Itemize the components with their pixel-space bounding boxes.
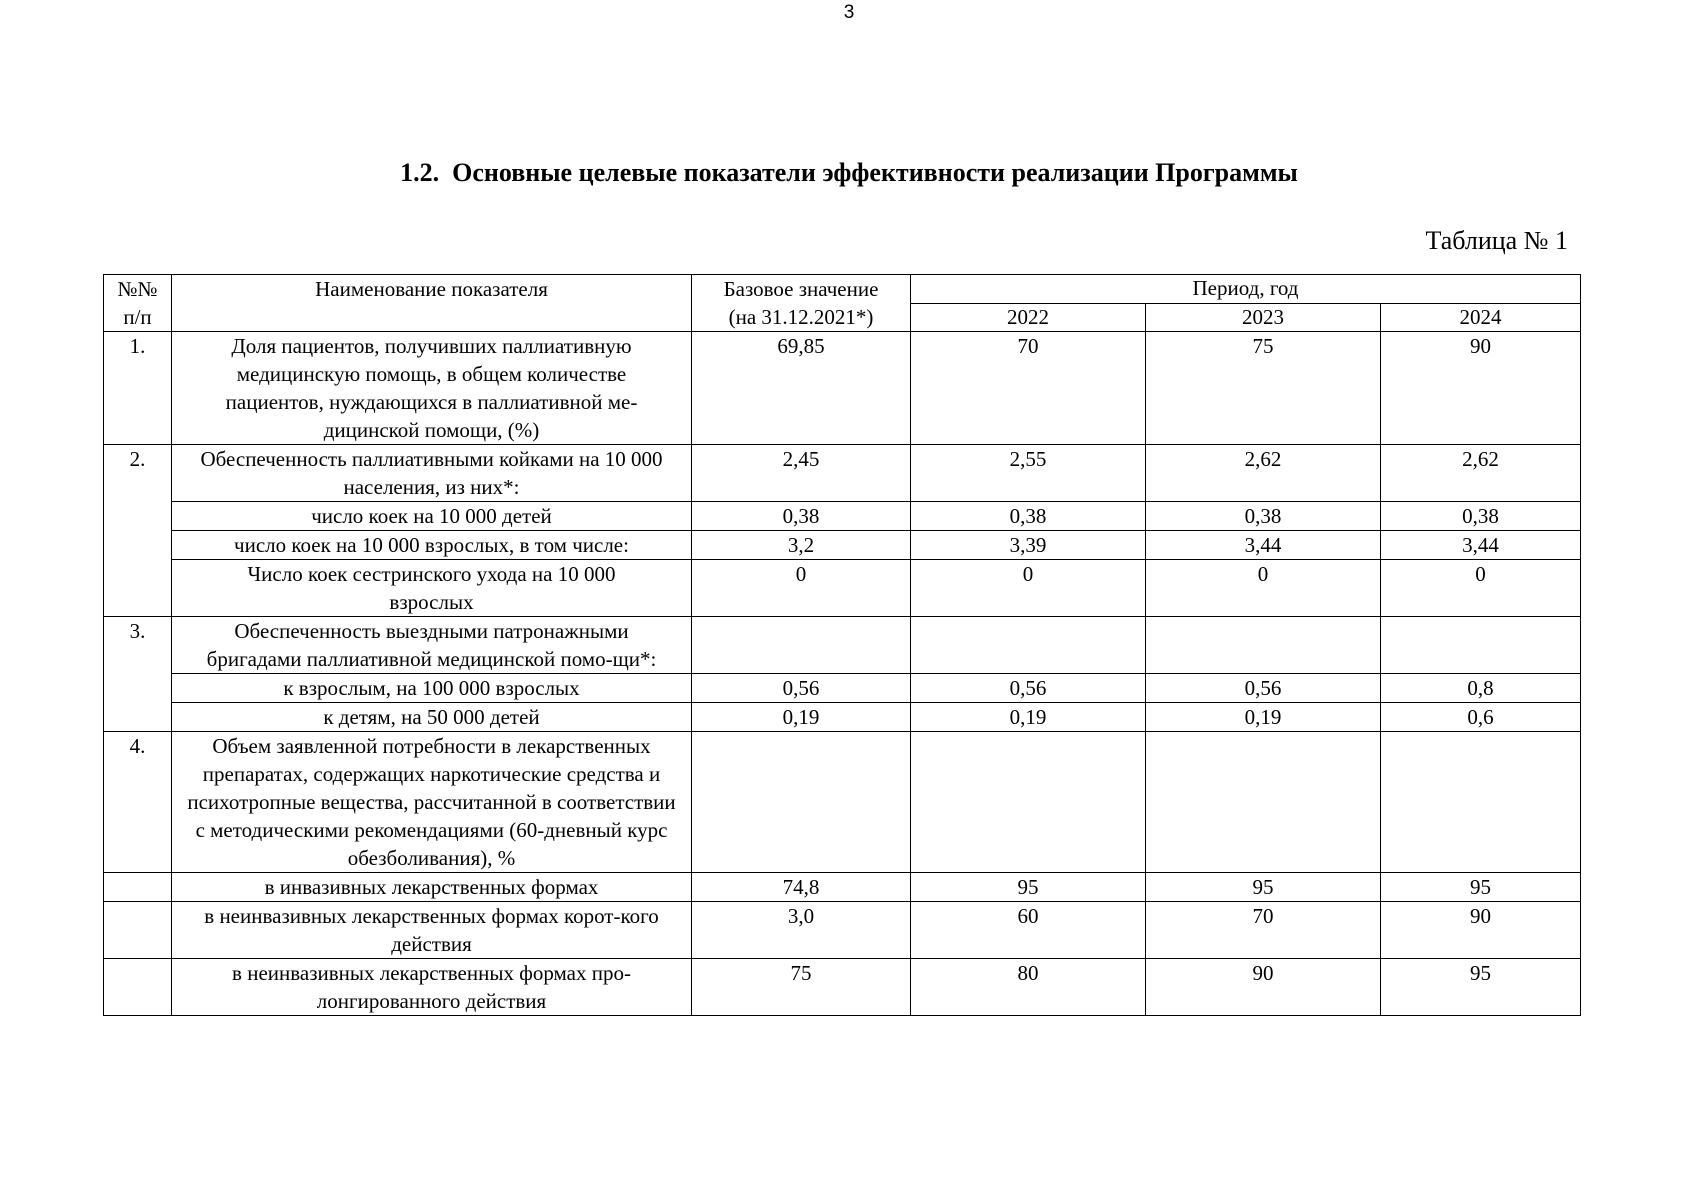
table-row: [104, 732, 1581, 873]
row-2023: 3,44: [1146, 531, 1381, 560]
row-name: число коек на 10 000 взрослых, в том числе:: [172, 531, 692, 560]
row-2023: 0,38: [1146, 502, 1381, 531]
row-base: [692, 732, 911, 873]
table-row: [104, 445, 1581, 502]
indicators-table: [103, 274, 1581, 1016]
row-2023: [1146, 732, 1381, 873]
header-row: [104, 275, 1581, 304]
row-base: 3,0: [692, 902, 911, 959]
row-2022: [911, 617, 1146, 674]
table-row: [104, 703, 1581, 732]
table-row: [104, 674, 1581, 703]
row-base: 69,85: [692, 332, 911, 445]
row-2024: 2,62: [1381, 445, 1581, 502]
row-base: 0,38: [692, 502, 911, 531]
header-year-2022: 2022: [911, 303, 1146, 332]
row-name: Число коек сестринского ухода на 10 000 взрослых: [172, 560, 692, 617]
row-num: 2.: [104, 445, 172, 617]
table-row: [104, 959, 1581, 1016]
row-2024: 0,38: [1381, 502, 1581, 531]
row-2024: 90: [1381, 902, 1581, 959]
row-name: Обеспеченность выездными патронажными бригадами паллиативной медицинской помо-щи*:: [172, 617, 692, 674]
row-num: [104, 959, 172, 1016]
row-name: к взрослым, на 100 000 взрослых: [172, 674, 692, 703]
row-2024: 95: [1381, 959, 1581, 1016]
row-2024: 3,44: [1381, 531, 1581, 560]
header-period: Период, год: [911, 275, 1581, 304]
row-2023: 0,19: [1146, 703, 1381, 732]
row-2022: 0,19: [911, 703, 1146, 732]
row-name: в неинвазивных лекарственных формах про-лонгированного действия: [172, 959, 692, 1016]
row-name: число коек на 10 000 детей: [172, 502, 692, 531]
row-2024: 95: [1381, 873, 1581, 902]
table-row: [104, 617, 1581, 674]
page-title: 1.2. Основные целевые показатели эффективности реализации Программы: [400, 158, 1298, 187]
row-num: 3.: [104, 617, 172, 732]
row-2023: 95: [1146, 873, 1381, 902]
header-num: №№ п/п: [104, 275, 172, 332]
table-row: [104, 332, 1581, 445]
row-name: Доля пациентов, получивших паллиативную медицинскую помощь, в общем количестве пациентов, нуждающихся в паллиативной ме-дицинской помощи, (%): [172, 332, 692, 445]
row-name: в инвазивных лекарственных формах: [172, 873, 692, 902]
row-2023: 2,62: [1146, 445, 1381, 502]
row-base: 0: [692, 560, 911, 617]
row-2023: 0,56: [1146, 674, 1381, 703]
table-row: [104, 502, 1581, 531]
row-num: 1.: [104, 332, 172, 445]
row-2023: 70: [1146, 902, 1381, 959]
row-2022: 3,39: [911, 531, 1146, 560]
table-row: [104, 873, 1581, 902]
row-2022: 2,55: [911, 445, 1146, 502]
row-2024: 0,6: [1381, 703, 1581, 732]
table-label: Таблица № 1: [1425, 226, 1568, 255]
row-num: [104, 902, 172, 959]
row-base: 3,2: [692, 531, 911, 560]
row-base: 2,45: [692, 445, 911, 502]
row-2022: 80: [911, 959, 1146, 1016]
table-row: [104, 902, 1581, 959]
header-year-2023: 2023: [1146, 303, 1381, 332]
row-2023: 90: [1146, 959, 1381, 1016]
row-2022: [911, 732, 1146, 873]
row-base: 0,19: [692, 703, 911, 732]
row-base: [692, 617, 911, 674]
row-name: в неинвазивных лекарственных формах корот-кого действия: [172, 902, 692, 959]
row-2022: 0,56: [911, 674, 1146, 703]
row-2023: [1146, 617, 1381, 674]
row-name: Обеспеченность паллиативными койками на 10 000 населения, из них*:: [172, 445, 692, 502]
row-2023: 0: [1146, 560, 1381, 617]
row-2023: 75: [1146, 332, 1381, 445]
table-row: [104, 560, 1581, 617]
row-base: 0,56: [692, 674, 911, 703]
header-year-2024: 2024: [1381, 303, 1581, 332]
row-2024: 0: [1381, 560, 1581, 617]
row-2022: 0: [911, 560, 1146, 617]
row-2022: 0,38: [911, 502, 1146, 531]
row-2022: 70: [911, 332, 1146, 445]
row-2022: 60: [911, 902, 1146, 959]
page-number: 3: [843, 2, 855, 23]
header-name: Наименование показателя: [172, 275, 692, 332]
header-base: Базовое значение (на 31.12.2021*): [692, 275, 911, 332]
row-2024: 90: [1381, 332, 1581, 445]
row-2024: [1381, 617, 1581, 674]
row-base: 74,8: [692, 873, 911, 902]
row-num: [104, 873, 172, 902]
row-2022: 95: [911, 873, 1146, 902]
row-2024: 0,8: [1381, 674, 1581, 703]
row-num: 4.: [104, 732, 172, 873]
table-row: [104, 531, 1581, 560]
row-name: Объем заявленной потребности в лекарственных препаратах, содержащих наркотические средства и психотропные вещества, рассчитанной в соответствии с методическими рекомендациями (60-дневный курс обезболивания), %: [172, 732, 692, 873]
row-2024: [1381, 732, 1581, 873]
row-base: 75: [692, 959, 911, 1016]
row-name: к детям, на 50 000 детей: [172, 703, 692, 732]
